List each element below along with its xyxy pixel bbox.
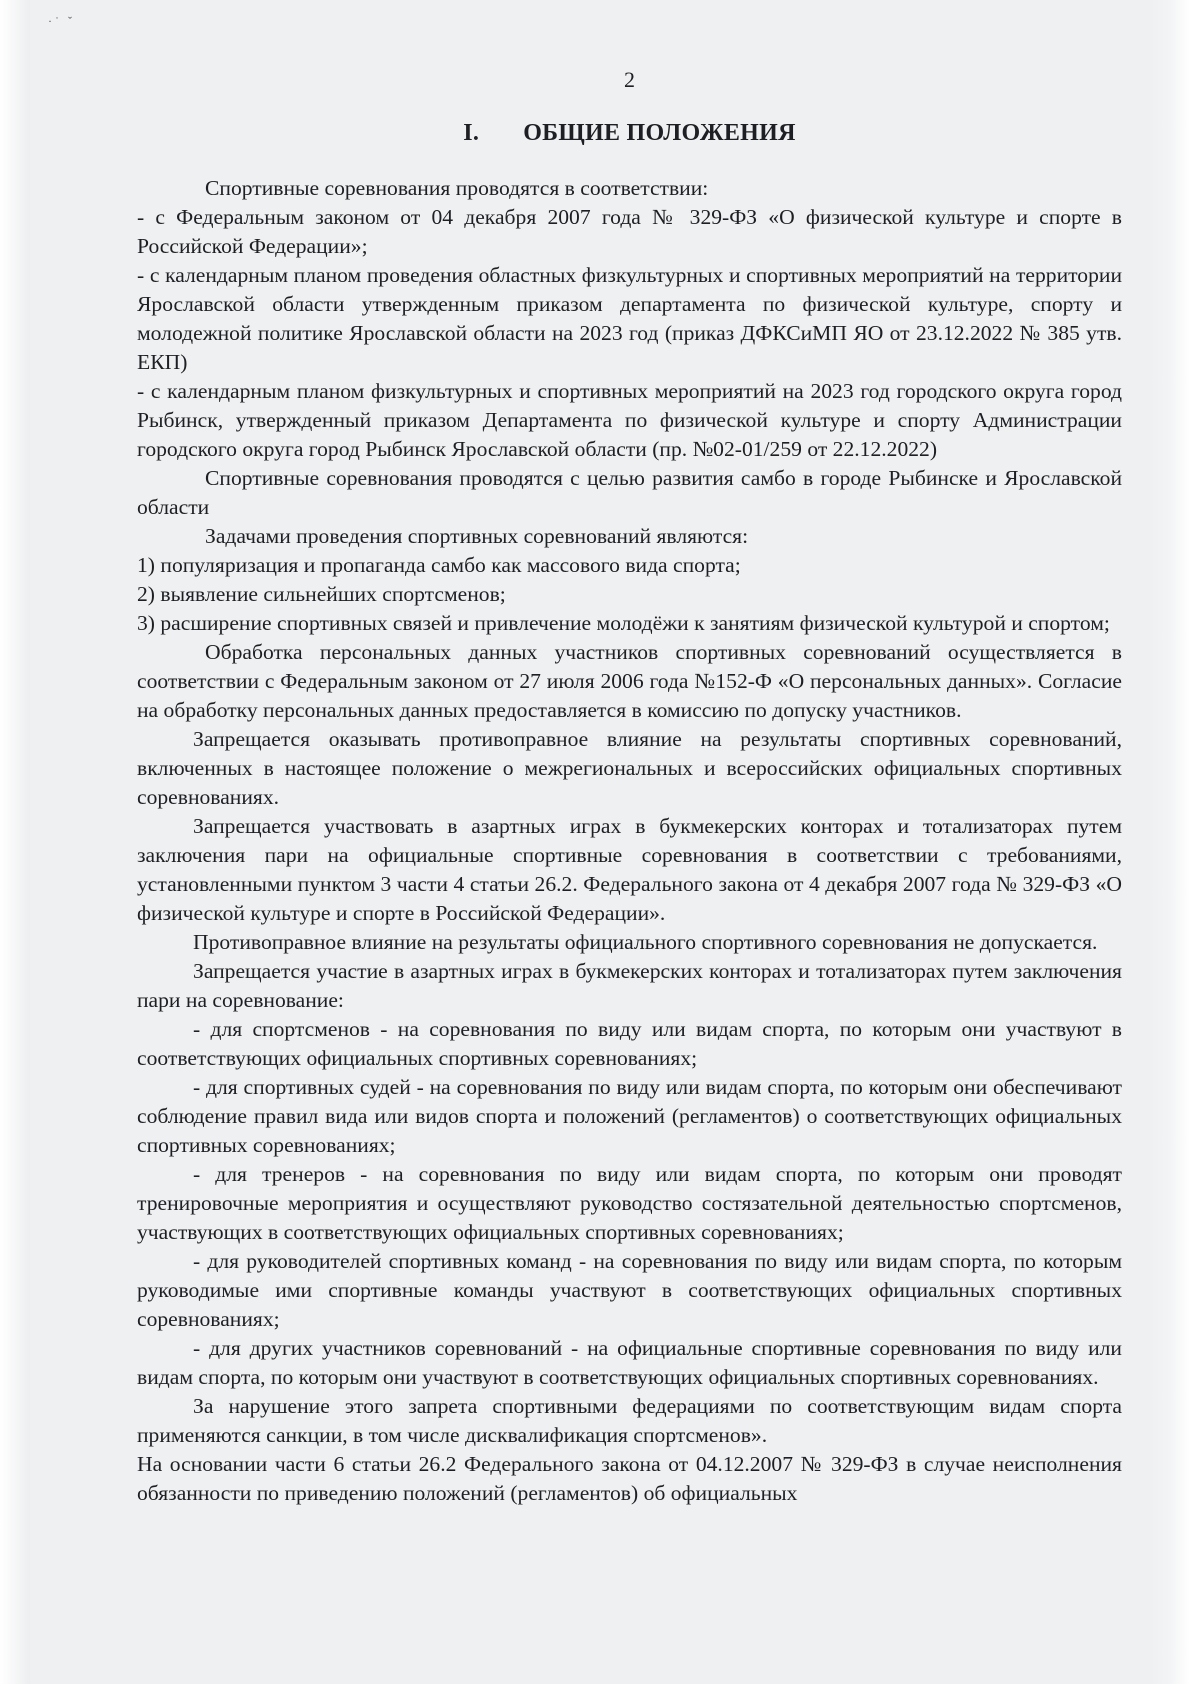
paragraph: Спортивные соревнования проводятся в соответствии: [205,176,709,200]
paragraph: Запрещается оказывать противоправное влияние на результаты спортивных соревнований, включенных в настоящее положение о межрегиональных и всероссийских официальных спортивных соревнованиях. [137,727,1122,809]
paragraph: За нарушение этого запрета спортивными федерациями по соответствующим видам спорта применяются санкции, в том числе дисквалификация спортсменов». [137,1394,1122,1447]
document-page [137,62,1122,1662]
paragraph: - с календарным планом физкультурных и спортивных мероприятий на 2023 год городского округа город Рыбинск, утвержденный приказом Департамента по физической культуре и спорту Администрации городского округа город Рыбинск Ярославской области (пр. №02-01/259 от 22.12.2022) [137,379,1122,461]
paragraph: - для спортсменов - на соревнования по виду или видам спорта, по которым они участвуют в соответствующих официальных спортивных соревнованиях; [137,1017,1122,1070]
paragraph: Противоправное влияние на результаты официального спортивного соревнования не допускается. [193,930,1098,954]
paragraph: Обработка персональных данных участников спортивных соревнований осуществляется в соответствии с Федеральным законом от 27 июля 2006 года №152-Ф «О персональных данных». Согласие на обработку персональных данных предоставляется в комиссию по допуску участников. [137,640,1122,722]
scan-edge-left [0,0,30,1684]
document-body [137,174,1122,1508]
scan-edge-right [1150,0,1190,1684]
section-title [137,118,1122,148]
page-number: 2 [624,67,635,92]
paragraph: Задачами проведения спортивных соревнований являются: [205,524,749,548]
paragraph: Запрещается участие в азартных играх в букмекерских конторах и тотализаторах путем заключения пари на соревнование: [137,959,1122,1012]
paragraph: - для других участников соревнований - на официальные спортивные соревнования по виду или видам спорта, по которым они участвуют в соответствующих официальных спортивных соревнованиях. [137,1336,1122,1389]
paragraph: Спортивные соревнования проводятся с целью развития самбо в городе Рыбинске и Ярославской области [137,466,1122,519]
paragraph: 3) расширение спортивных связей и привлечение молодёжи к занятиям физической культурой и спортом; [137,611,1110,635]
section-title-text: ОБЩИЕ ПОЛОЖЕНИЯ [523,120,796,146]
paragraph: - для руководителей спортивных команд - на соревнования по виду или видам спорта, по которым руководимые ими спортивные команды участвуют в соответствующих официальных спортивных соревнованиях; [137,1249,1122,1331]
paragraph: 2) выявление сильнейших спортсменов; [137,582,506,606]
paragraph: - для тренеров - на соревнования по виду или видам спорта, по которым они проводят тренировочные мероприятия и осуществляют руководство состязательной деятельностью спортсменов, участвующих в соответствующих официальных спортивных соревнованиях; [137,1162,1122,1244]
paragraph: - для спортивных судей - на соревнования по виду или видам спорта, по которым они обеспечивают соблюдение правил вида или видов спорта и положений (регламентов) о соответствующих официальных спортивных соревнованиях; [137,1075,1122,1157]
paragraph: На основании части 6 статьи 26.2 Федерального закона от 04.12.2007 № 329-ФЗ в случае неисполнения обязанности по приведению положений (регламентов) об официальных [137,1452,1122,1505]
paragraph: 1) популяризация и пропаганда самбо как массового вида спорта; [137,553,741,577]
section-number: I. [463,120,480,146]
paragraph: - с Федеральным законом от 04 декабря 2007 года № 329-ФЗ «О физической культуре и спорте в Российской Федерации»; [137,205,1122,258]
paragraph: - с календарным планом проведения областных физкультурных и спортивных мероприятий на территории Ярославской области утвержденным приказом департамента по физической культуре, спорту и молодежной политике Ярославской области на 2023 год (приказ ДФКСиМП ЯО от 23.12.2022 № 385 утв. ЕКП) [137,263,1122,374]
scan-specks: ·˙ ˇ [48,14,75,28]
paragraph: Запрещается участвовать в азартных играх в букмекерских конторах и тотализаторах путем заключения пари на официальные спортивные соревнования в соответствии с требованиями, установленными пунктом 3 части 4 статьи 26.2. Федерального закона от 4 декабря 2007 года № 329-ФЗ «О физической культуре и спорте в Российской Федерации». [137,814,1122,925]
